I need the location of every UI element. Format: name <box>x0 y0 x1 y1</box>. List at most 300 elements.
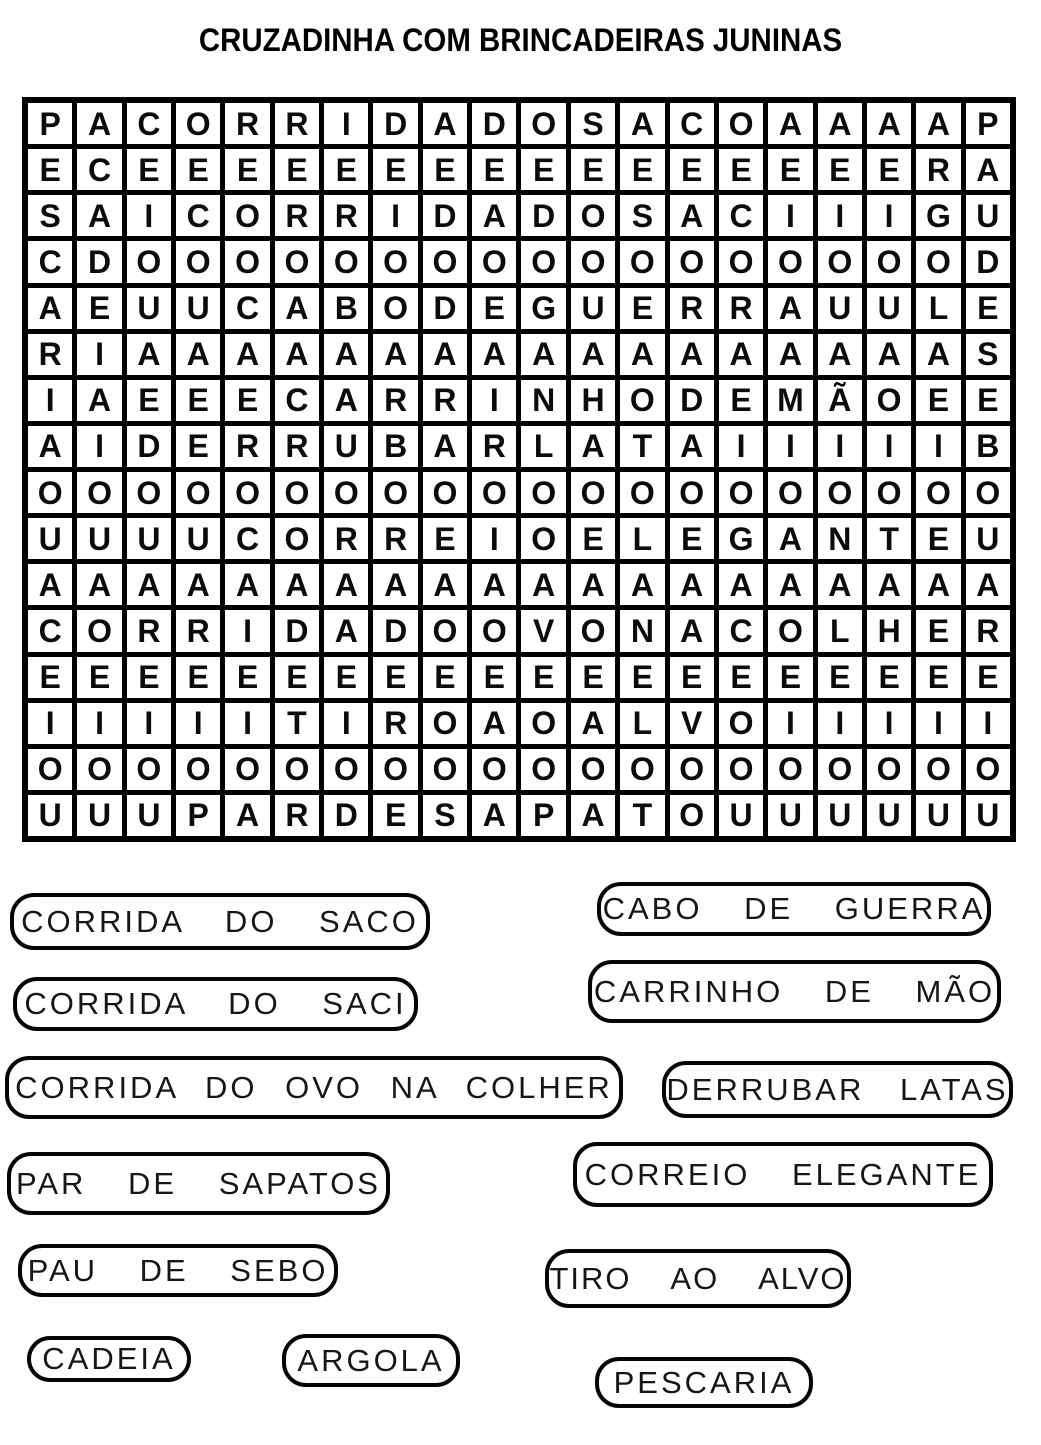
grid-cell: U <box>176 288 220 329</box>
grid-cell: A <box>620 103 664 144</box>
grid-cell: D <box>966 241 1010 282</box>
grid-cell: O <box>275 241 319 282</box>
grid-cell: E <box>275 149 319 190</box>
word-bank-item-corrida-do-saci: CORRIDA DO SACI <box>13 977 418 1031</box>
grid-cell: I <box>127 703 171 744</box>
grid-cell: A <box>916 564 960 605</box>
grid-cell: O <box>916 241 960 282</box>
grid-cell: O <box>620 380 664 421</box>
word-bank-item-cabo-de-guerra: CABO DE GUERRA <box>597 882 991 936</box>
grid-cell: E <box>670 518 714 559</box>
grid-cell: O <box>768 610 812 651</box>
grid-cell: U <box>571 288 615 329</box>
word-bank-item-carrinho-de-mao: CARRINHO DE MÃO <box>588 960 1001 1023</box>
grid-cell: R <box>719 288 763 329</box>
grid-cell: O <box>571 472 615 513</box>
grid-cell: A <box>867 103 911 144</box>
grid-cell: H <box>571 380 615 421</box>
grid-cell: A <box>225 334 269 375</box>
grid-cell: A <box>472 334 516 375</box>
word-bank-item-derrubar-latas: DERRUBAR LATAS <box>662 1061 1013 1118</box>
grid-cell: E <box>324 149 368 190</box>
grid-cell: O <box>28 472 72 513</box>
grid-cell: A <box>373 564 417 605</box>
grid-cell: T <box>275 703 319 744</box>
grid-cell: R <box>916 149 960 190</box>
grid-cell: A <box>176 334 220 375</box>
grid-cell: E <box>571 657 615 698</box>
grid-cell: D <box>373 610 417 651</box>
grid-cell: E <box>867 149 911 190</box>
grid-cell: E <box>373 795 417 836</box>
grid-cell: R <box>670 288 714 329</box>
grid-cell: A <box>571 564 615 605</box>
grid-cell: T <box>620 426 664 467</box>
grid-cell: R <box>472 426 516 467</box>
grid-cell: S <box>571 103 615 144</box>
grid-cell: B <box>324 288 368 329</box>
grid-cell: E <box>176 426 220 467</box>
grid-cell: I <box>818 703 862 744</box>
grid-cell: O <box>324 749 368 790</box>
grid-cell: P <box>966 103 1010 144</box>
grid-cell: C <box>77 149 121 190</box>
grid-cell: I <box>768 195 812 236</box>
grid-cell: O <box>719 749 763 790</box>
grid-cell: A <box>867 334 911 375</box>
grid-cell: O <box>818 472 862 513</box>
grid-cell: O <box>324 472 368 513</box>
grid-cell: O <box>77 749 121 790</box>
grid-cell: O <box>275 472 319 513</box>
grid-cell: E <box>176 657 220 698</box>
grid-cell: O <box>966 749 1010 790</box>
grid-cell: E <box>916 518 960 559</box>
grid-cell: A <box>916 103 960 144</box>
grid-cell: A <box>275 564 319 605</box>
grid-cell: I <box>768 426 812 467</box>
grid-cell: A <box>620 564 664 605</box>
grid-cell: O <box>768 472 812 513</box>
grid-cell: R <box>324 195 368 236</box>
grid-cell: O <box>571 241 615 282</box>
grid-cell: A <box>77 564 121 605</box>
grid-cell: O <box>423 241 467 282</box>
grid-cell: E <box>275 657 319 698</box>
grid-cell: A <box>176 564 220 605</box>
grid-cell: C <box>225 288 269 329</box>
grid-cell: E <box>373 149 417 190</box>
grid-cell: A <box>28 564 72 605</box>
grid-cell: A <box>225 795 269 836</box>
grid-cell: A <box>867 564 911 605</box>
grid-cell: I <box>768 703 812 744</box>
grid-cell: G <box>719 518 763 559</box>
grid-cell: O <box>571 749 615 790</box>
word-bank-item-argola: ARGOLA <box>282 1334 460 1387</box>
grid-cell: A <box>423 426 467 467</box>
grid-cell: E <box>670 657 714 698</box>
grid-cell: O <box>571 610 615 651</box>
grid-cell: E <box>521 657 565 698</box>
grid-cell: I <box>225 610 269 651</box>
grid-cell: U <box>966 195 1010 236</box>
grid-cell: I <box>225 703 269 744</box>
grid-cell: A <box>423 334 467 375</box>
grid-cell: O <box>867 749 911 790</box>
grid-cell: R <box>275 103 319 144</box>
grid-cell: C <box>127 103 171 144</box>
grid-cell: U <box>127 795 171 836</box>
grid-cell: A <box>423 564 467 605</box>
grid-cell: E <box>423 518 467 559</box>
grid-cell: O <box>719 241 763 282</box>
grid-cell: A <box>472 703 516 744</box>
grid-cell: I <box>28 703 72 744</box>
grid-cell: O <box>818 749 862 790</box>
grid-cell: I <box>818 195 862 236</box>
grid-cell: I <box>77 703 121 744</box>
grid-cell: O <box>127 472 171 513</box>
grid-cell: E <box>472 149 516 190</box>
grid-cell: A <box>423 103 467 144</box>
grid-cell: O <box>670 795 714 836</box>
grid-cell: L <box>521 426 565 467</box>
grid-cell: R <box>373 703 417 744</box>
grid-cell: O <box>423 610 467 651</box>
grid-cell: E <box>768 657 812 698</box>
grid-cell: E <box>176 149 220 190</box>
grid-cell: O <box>867 241 911 282</box>
grid-cell: D <box>77 241 121 282</box>
grid-cell: O <box>373 472 417 513</box>
grid-cell: A <box>768 518 812 559</box>
grid-cell: L <box>916 288 960 329</box>
grid-cell: S <box>423 795 467 836</box>
grid-cell: A <box>818 334 862 375</box>
grid-cell: A <box>571 795 615 836</box>
grid-cell: U <box>127 288 171 329</box>
grid-cell: C <box>275 380 319 421</box>
grid-cell: O <box>620 749 664 790</box>
grid-cell: I <box>916 703 960 744</box>
letter-grid <box>22 97 1016 842</box>
grid-cell: B <box>966 426 1010 467</box>
grid-cell: P <box>176 795 220 836</box>
grid-cell: O <box>28 749 72 790</box>
grid-cell: O <box>472 472 516 513</box>
word-bank-item-correio-elegante: CORREIO ELEGANTE <box>573 1142 993 1207</box>
grid-cell: U <box>916 795 960 836</box>
grid-cell: I <box>324 703 368 744</box>
grid-cell: T <box>867 518 911 559</box>
grid-cell: D <box>472 103 516 144</box>
grid-cell: O <box>127 241 171 282</box>
grid-cell: R <box>966 610 1010 651</box>
grid-cell: O <box>521 472 565 513</box>
word-bank-item-pescaria: PESCARIA <box>595 1357 813 1408</box>
grid-cell: C <box>28 241 72 282</box>
grid-cell: E <box>620 149 664 190</box>
grid-cell: E <box>324 657 368 698</box>
word-bank-item-par-de-sapatos: PAR DE SAPATOS <box>7 1152 390 1215</box>
grid-cell: E <box>670 149 714 190</box>
grid-cell: R <box>28 334 72 375</box>
page-title: CRUZADINHA COM BRINCADEIRAS JUNINAS <box>198 22 843 58</box>
grid-cell: E <box>768 149 812 190</box>
grid-cell: A <box>818 103 862 144</box>
grid-cell: A <box>571 703 615 744</box>
grid-cell: V <box>670 703 714 744</box>
grid-cell: D <box>423 195 467 236</box>
grid-cell: R <box>176 610 220 651</box>
grid-cell: O <box>77 472 121 513</box>
grid-cell: C <box>719 195 763 236</box>
grid-cell: E <box>423 149 467 190</box>
grid-cell: A <box>571 334 615 375</box>
grid-cell: P <box>28 103 72 144</box>
grid-cell: O <box>719 703 763 744</box>
grid-cell: I <box>966 703 1010 744</box>
grid-cell: O <box>867 472 911 513</box>
grid-cell: O <box>472 241 516 282</box>
grid-cell: U <box>818 288 862 329</box>
grid-cell: I <box>28 380 72 421</box>
grid-cell: E <box>916 610 960 651</box>
grid-cell: E <box>719 657 763 698</box>
grid-cell: G <box>916 195 960 236</box>
grid-cell: A <box>324 564 368 605</box>
grid-cell: O <box>423 472 467 513</box>
grid-cell: E <box>966 380 1010 421</box>
grid-cell: U <box>176 518 220 559</box>
grid-cell: O <box>768 241 812 282</box>
grid-cell: A <box>28 426 72 467</box>
grid-cell: O <box>373 749 417 790</box>
grid-cell: O <box>472 610 516 651</box>
grid-cell: E <box>916 380 960 421</box>
grid-cell: E <box>867 657 911 698</box>
grid-cell: D <box>423 288 467 329</box>
grid-cell: E <box>719 149 763 190</box>
grid-cell: D <box>373 103 417 144</box>
grid-cell: U <box>867 795 911 836</box>
grid-cell: I <box>472 380 516 421</box>
grid-cell: A <box>620 334 664 375</box>
grid-cell: D <box>670 380 714 421</box>
grid-cell: I <box>719 426 763 467</box>
grid-cell: Ã <box>818 380 862 421</box>
grid-cell: E <box>127 380 171 421</box>
grid-cell: P <box>521 795 565 836</box>
grid-cell: I <box>472 518 516 559</box>
grid-cell: E <box>28 149 72 190</box>
grid-cell: R <box>225 103 269 144</box>
grid-cell: D <box>324 795 368 836</box>
grid-cell: E <box>620 657 664 698</box>
grid-cell: O <box>423 703 467 744</box>
grid-cell: A <box>768 103 812 144</box>
word-bank-item-corrida-do-ovo-na-colher: CORRIDA DO OVO NA COLHER <box>5 1056 623 1119</box>
grid-cell: R <box>275 195 319 236</box>
grid-cell: A <box>324 610 368 651</box>
grid-cell: I <box>77 334 121 375</box>
grid-cell: O <box>423 749 467 790</box>
grid-cell: S <box>28 195 72 236</box>
grid-cell: D <box>521 195 565 236</box>
grid-cell: O <box>225 241 269 282</box>
grid-cell: C <box>670 103 714 144</box>
grid-cell: O <box>176 472 220 513</box>
grid-cell: O <box>670 749 714 790</box>
grid-cell: R <box>225 426 269 467</box>
grid-cell: R <box>423 380 467 421</box>
grid-cell: E <box>916 657 960 698</box>
grid-cell: A <box>670 426 714 467</box>
grid-cell: O <box>176 749 220 790</box>
grid-cell: A <box>324 334 368 375</box>
grid-cell: A <box>77 195 121 236</box>
grid-cell: C <box>176 195 220 236</box>
grid-cell: A <box>275 334 319 375</box>
grid-cell: O <box>768 749 812 790</box>
grid-cell: C <box>28 610 72 651</box>
grid-cell: A <box>275 288 319 329</box>
grid-cell: E <box>620 288 664 329</box>
grid-cell: R <box>275 795 319 836</box>
grid-cell: I <box>867 426 911 467</box>
grid-cell: O <box>916 749 960 790</box>
grid-cell: L <box>620 703 664 744</box>
grid-cell: U <box>966 518 1010 559</box>
grid-cell: E <box>571 518 615 559</box>
grid-cell: E <box>818 149 862 190</box>
grid-cell: O <box>620 472 664 513</box>
grid-cell: R <box>324 518 368 559</box>
grid-cell: C <box>225 518 269 559</box>
grid-cell: A <box>966 564 1010 605</box>
grid-cell: H <box>867 610 911 651</box>
grid-cell: O <box>521 103 565 144</box>
grid-cell: O <box>77 610 121 651</box>
grid-cell: A <box>127 564 171 605</box>
grid-cell: O <box>127 749 171 790</box>
grid-cell: O <box>521 703 565 744</box>
grid-cell: A <box>818 564 862 605</box>
grid-cell: E <box>225 380 269 421</box>
grid-cell: O <box>275 518 319 559</box>
grid-cell: O <box>373 241 417 282</box>
grid-cell: A <box>472 564 516 605</box>
grid-cell: O <box>275 749 319 790</box>
grid-cell: A <box>77 380 121 421</box>
grid-cell: O <box>719 103 763 144</box>
grid-cell: I <box>77 426 121 467</box>
grid-cell: R <box>373 518 417 559</box>
grid-cell: A <box>521 334 565 375</box>
grid-cell: D <box>127 426 171 467</box>
grid-cell: I <box>818 426 862 467</box>
grid-cell: A <box>472 795 516 836</box>
grid-cell: A <box>324 380 368 421</box>
grid-cell: E <box>472 288 516 329</box>
grid-cell: T <box>620 795 664 836</box>
grid-cell: U <box>77 795 121 836</box>
word-bank-item-pau-de-sebo: PAU DE SEBO <box>18 1244 338 1297</box>
grid-cell: I <box>867 195 911 236</box>
grid-cell: O <box>966 472 1010 513</box>
grid-cell: N <box>620 610 664 651</box>
word-bank-item-corrida-do-saco: CORRIDA DO SACO <box>10 893 430 950</box>
grid-cell: O <box>670 472 714 513</box>
grid-cell: E <box>77 288 121 329</box>
grid-cell: U <box>966 795 1010 836</box>
grid-cell: E <box>521 149 565 190</box>
grid-cell: E <box>423 657 467 698</box>
grid-cell: I <box>373 195 417 236</box>
grid-cell: O <box>176 103 220 144</box>
grid-cell: O <box>176 241 220 282</box>
grid-cell: O <box>225 472 269 513</box>
grid-cell: U <box>768 795 812 836</box>
grid-cell: R <box>373 380 417 421</box>
grid-cell: R <box>275 426 319 467</box>
grid-cell: S <box>620 195 664 236</box>
grid-cell: A <box>670 610 714 651</box>
grid-cell: U <box>719 795 763 836</box>
grid-cell: E <box>966 657 1010 698</box>
grid-cell: U <box>127 518 171 559</box>
grid-cell: A <box>719 334 763 375</box>
grid-cell: O <box>719 472 763 513</box>
grid-cell: O <box>373 288 417 329</box>
grid-cell: E <box>472 657 516 698</box>
grid-cell: A <box>373 334 417 375</box>
grid-cell: U <box>28 795 72 836</box>
grid-cell: A <box>225 564 269 605</box>
grid-cell: U <box>818 795 862 836</box>
grid-cell: V <box>521 610 565 651</box>
grid-cell: A <box>127 334 171 375</box>
grid-cell: O <box>521 518 565 559</box>
grid-cell: E <box>225 149 269 190</box>
grid-cell: I <box>324 103 368 144</box>
grid-cell: L <box>818 610 862 651</box>
grid-cell: A <box>670 564 714 605</box>
grid-cell: O <box>225 749 269 790</box>
grid-cell: O <box>225 195 269 236</box>
grid-cell: N <box>521 380 565 421</box>
grid-cell: O <box>571 195 615 236</box>
grid-cell: A <box>768 334 812 375</box>
grid-cell: A <box>670 195 714 236</box>
word-bank-item-tiro-ao-alvo: TIRO AO ALVO <box>545 1249 851 1308</box>
grid-cell: M <box>768 380 812 421</box>
grid-cell: E <box>373 657 417 698</box>
grid-cell: A <box>571 426 615 467</box>
grid-cell: E <box>127 657 171 698</box>
grid-cell: A <box>719 564 763 605</box>
grid-cell: A <box>28 288 72 329</box>
grid-cell: A <box>966 149 1010 190</box>
grid-cell: E <box>818 657 862 698</box>
grid-cell: I <box>127 195 171 236</box>
grid-cell: O <box>818 241 862 282</box>
grid-cell: E <box>719 380 763 421</box>
grid-cell: A <box>670 334 714 375</box>
grid-cell: A <box>472 195 516 236</box>
grid-cell: O <box>620 241 664 282</box>
